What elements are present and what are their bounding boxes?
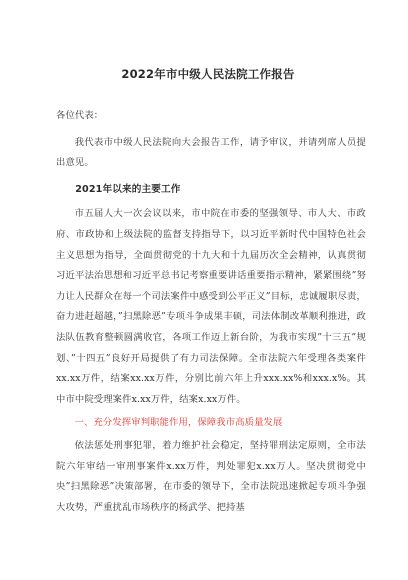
body-paragraph-1: 市五届人大一次会议以来，市中院在市委的坚强领导、市人大、市政府、市政协和上级法院的监督支持指导下，以习近平新时代中国特色社会主义思想为指导，全面贯彻党的十九大和十九届历次全会精神，认真贯彻习近平法治思想和习近平总书记考察重要讲话重要指示精神，紧紧围绕”努力让人民群众在每一个司法案件中感受到公平正义”目标，忠诚履职尽责，奋力进赶超越，”扫黑除恶”专项斗争成果丰硕，司法体制改革顺利推进，政法队伍教育整顿圆满收官，各项工作迈上新台阶，为我市实现”十三五”规划、”十四五”良好开局提供了有力司法保障。全市法院六年受理各类案件xx.xx万件，结案xx.xx万件，分别比前六年上升xxx.xx%和xxx.x%。其中市中院受理案件x.xx万件，结案x.xx万件。 (56, 208, 366, 405)
section-heading: 2021年以来的主要工作 (75, 183, 181, 195)
red-subheading: 一、充分发挥审判职能作用，保障我市高质量发展 (74, 417, 283, 429)
intro-paragraph: 我代表市中级人民法院向大会报告工作，请予审议，并请列席人员提出意见。 (56, 136, 366, 169)
document-title: 2022年市中级人民法院工作报告 (121, 67, 295, 81)
greeting: 各位代表： (56, 110, 104, 121)
body-paragraph-2: 依法惩处刑事犯罪，着力维护社会稳定，坚持罪刑法定原则，全市法院六年审结一审刑事案件x.xx万件，判处罪犯x.xx万人。坚决贯彻党中央”扫黑除恶”决策部署，在市委的领导下，全市法院迅速掀起专项斗争强大攻势，严重扰乱市场秩序的杨武学、把持基 (56, 439, 366, 513)
